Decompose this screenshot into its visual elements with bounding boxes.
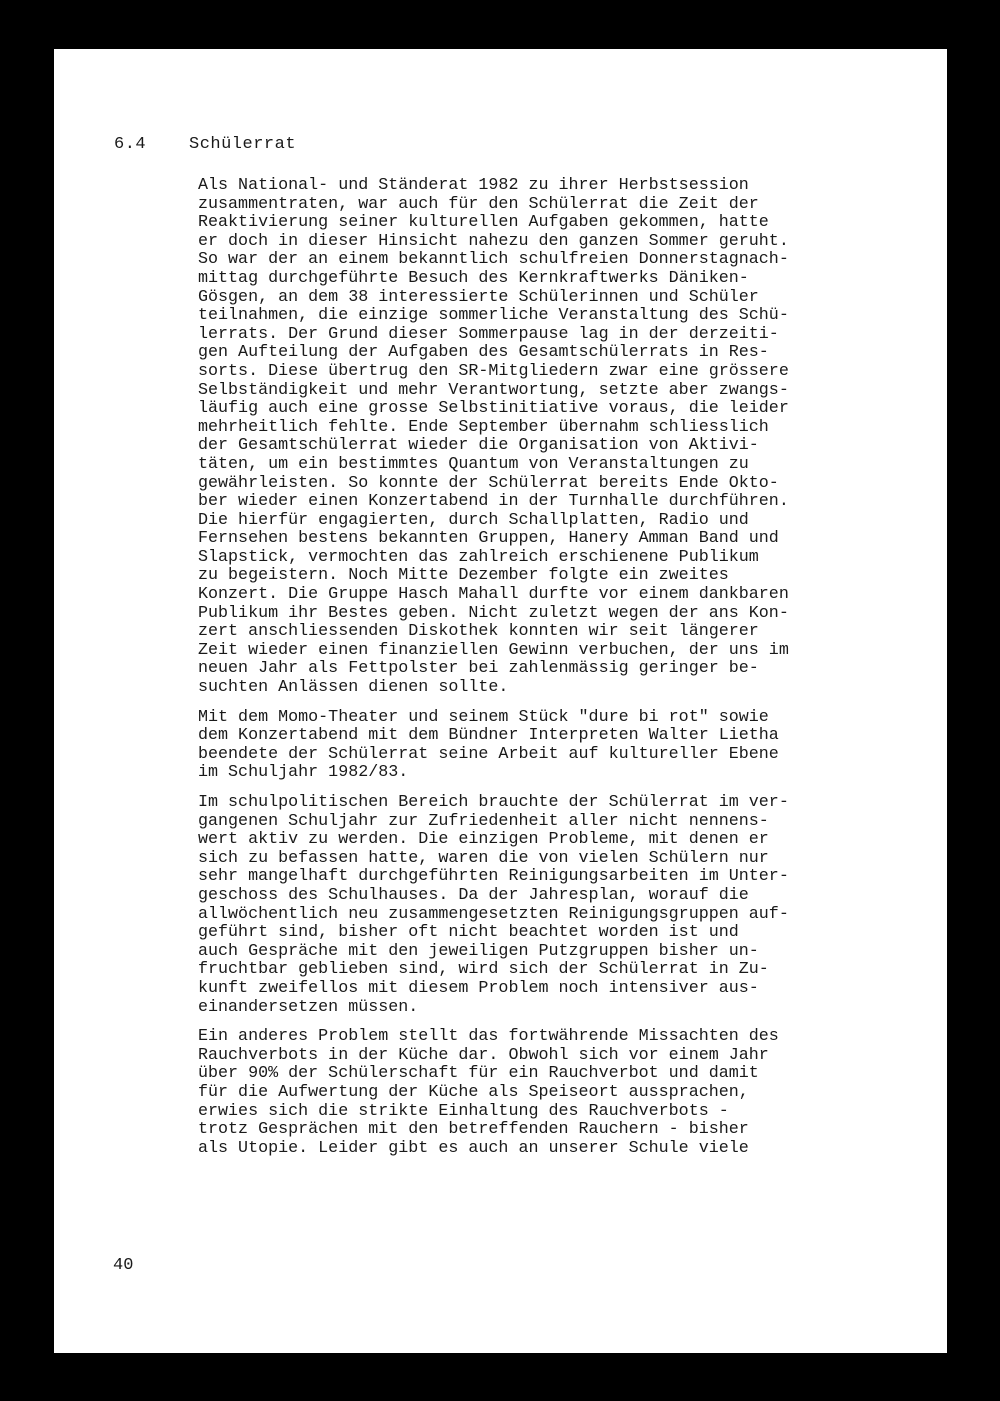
text-line: Reaktivierung seiner kulturellen Aufgaben gekommen, hatte	[198, 213, 769, 233]
text-line: einandersetzen müssen.	[198, 997, 419, 1017]
text-line: zert anschliessenden Diskothek konnten wir seit längerer	[198, 622, 759, 642]
section-number: 6.4	[114, 135, 147, 154]
text-line: Slapstick, vermochten das zahlreich erschienene Publikum	[198, 547, 759, 567]
text-line: beendete der Schülerrat seine Arbeit auf kultureller Ebene	[198, 744, 779, 764]
text-line: ber wieder einen Konzertabend in der Turnhalle durchführen.	[198, 492, 789, 512]
paragraph	[198, 1028, 878, 1158]
paragraph	[198, 177, 878, 698]
text-line: fruchtbar geblieben sind, wird sich der Schülerrat in Zu-	[198, 960, 769, 980]
text-line: sorts. Diese übertrug den SR-Mitgliedern zwar eine grössere	[198, 361, 789, 381]
text-line: Selbständigkeit und mehr Verantwortung, setzte aber zwangs-	[198, 380, 789, 400]
text-line: gangenen Schuljahr zur Zufriedenheit aller nicht nennens-	[198, 811, 769, 831]
text-line: suchten Anlässen dienen sollte.	[198, 678, 509, 698]
text-line: mehrheitlich fehlte. Ende September übernahm schliesslich	[198, 417, 769, 437]
section-heading	[114, 135, 296, 154]
body-text	[198, 177, 878, 1169]
text-line: Publikum ihr Bestes geben. Nicht zuletzt wegen der ans Kon-	[198, 603, 789, 623]
text-line: für die Aufwertung der Küche als Speiseort aussprachen,	[198, 1082, 749, 1102]
text-line: So war der an einem bekanntlich schulfreien Donnerstagnach-	[198, 250, 789, 270]
section-title: Schülerrat	[189, 135, 297, 154]
text-line: geschoss des Schulhauses. Da der Jahresplan, worauf die	[198, 885, 749, 905]
text-line: Als National- und Ständerat 1982 zu ihrer Herbstsession	[198, 176, 749, 195]
text-line: der Gesamtschülerrat wieder die Organisation von Aktivi-	[198, 436, 759, 456]
text-line: zu begeistern. Noch Mitte Dezember folgte ein zweites	[198, 566, 729, 586]
document-page	[54, 49, 947, 1353]
text-line: kunft zweifellos mit diesem Problem noch intensiver aus-	[198, 978, 759, 998]
text-line: erwies sich die strikte Einhaltung des Rauchverbots -	[198, 1101, 729, 1121]
text-line: lerrats. Der Grund dieser Sommerpause lag in der derzeiti-	[198, 324, 779, 344]
text-line: Im schulpolitischen Bereich brauchte der Schülerrat im ver-	[198, 793, 789, 812]
text-line: trotz Gesprächen mit den betreffenden Rauchern - bisher	[198, 1120, 749, 1140]
text-line: über 90% der Schülerschaft für ein Rauchverbot und damit	[198, 1064, 759, 1084]
text-line: im Schuljahr 1982/83.	[198, 763, 409, 783]
text-line: er doch in dieser Hinsicht nahezu den ganzen Sommer geruht.	[198, 231, 789, 251]
text-line: Rauchverbots in der Küche dar. Obwohl sich vor einem Jahr	[198, 1045, 769, 1065]
text-line: Zeit wieder einen finanziellen Gewinn verbuchen, der uns im	[198, 640, 789, 660]
text-line: mittag durchgeführte Besuch des Kernkraftwerks Däniken-	[198, 268, 749, 288]
text-line: auch Gespräche mit den jeweiligen Putzgruppen bisher un-	[198, 941, 759, 961]
text-line: gewährleisten. So konnte der Schülerrat bereits Ende Okto-	[198, 473, 779, 493]
text-line: Fernsehen bestens bekannten Gruppen, Hanery Amman Band und	[198, 529, 779, 549]
text-line: Konzert. Die Gruppe Hasch Mahall durfte vor einem dankbaren	[198, 585, 789, 605]
paragraph	[198, 794, 878, 1017]
text-line: Ein anderes Problem stellt das fortwährende Missachten des	[198, 1027, 779, 1047]
text-line: dem Konzertabend mit dem Bündner Interpreten Walter Lietha	[198, 726, 779, 746]
text-line: neuen Jahr als Fettpolster bei zahlenmässig geringer be-	[198, 659, 759, 679]
text-line: täten, um ein bestimmtes Quantum von Veranstaltungen zu	[198, 454, 749, 474]
text-line: läufig auch eine grosse Selbstinitiative voraus, die leider	[198, 399, 789, 419]
text-line: geführt sind, bisher oft nicht beachtet worden ist und	[198, 923, 739, 943]
text-line: sehr mangelhaft durchgeführten Reinigungsarbeiten im Unter-	[198, 867, 789, 887]
text-line: Die hierfür engagierten, durch Schallplatten, Radio und	[198, 510, 749, 530]
paragraph	[198, 709, 878, 783]
text-line: als Utopie. Leider gibt es auch an unserer Schule viele	[198, 1138, 749, 1158]
text-line: zusammentraten, war auch für den Schülerrat die Zeit der	[198, 194, 759, 214]
text-line: wert aktiv zu werden. Die einzigen Probleme, mit denen er	[198, 830, 769, 850]
text-line: gen Aufteilung der Aufgaben des Gesamtschülerrats in Res-	[198, 343, 769, 363]
text-line: Mit dem Momo-Theater und seinem Stück "dure bi rot" sowie	[198, 707, 769, 727]
text-line: Gösgen, an dem 38 interessierte Schülerinnen und Schüler	[198, 287, 759, 307]
text-line: sich zu befassen hatte, waren die von vielen Schülern nur	[198, 848, 769, 868]
page-number: 40	[113, 1256, 134, 1275]
text-line: allwöchentlich neu zusammengesetzten Reinigungsgruppen auf-	[198, 904, 789, 924]
text-line: teilnahmen, die einzige sommerliche Veranstaltung des Schü-	[198, 306, 789, 326]
